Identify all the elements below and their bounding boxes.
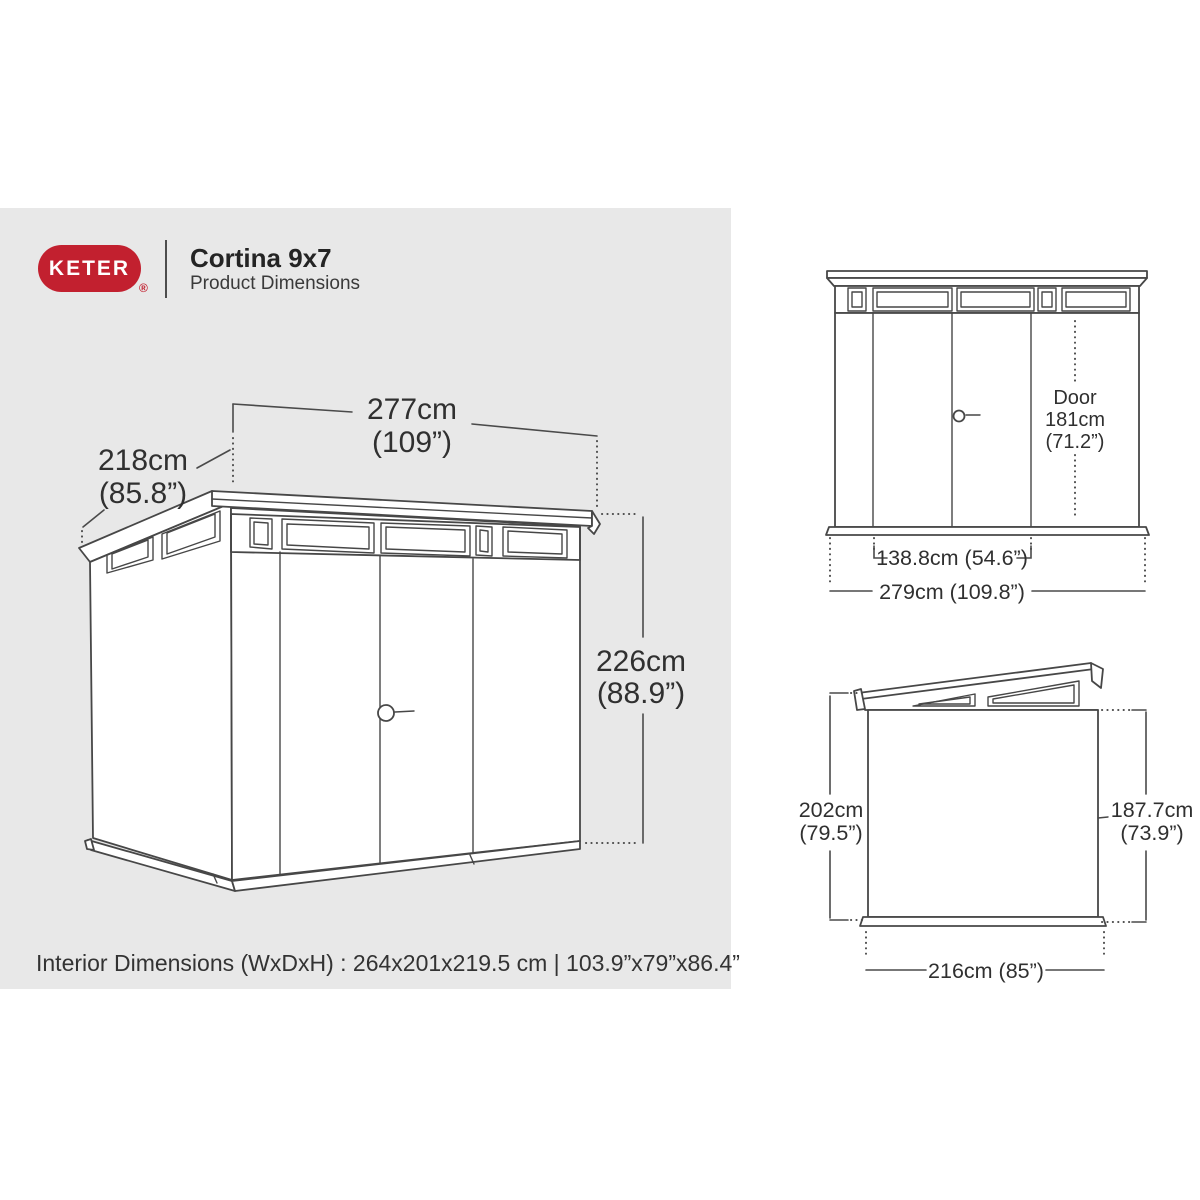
product-subtitle: Product Dimensions [190, 273, 361, 294]
side-body [868, 710, 1098, 917]
door-width-label: 138.8cm (54.6”) [876, 546, 1028, 570]
door-height-cm: 181cm [1044, 409, 1106, 431]
keter-logo-text: KETER [48, 256, 131, 280]
right-height-dimension [1098, 710, 1193, 922]
left-height-cm: 202cm [798, 798, 864, 822]
left-height-dimension [799, 693, 864, 920]
overall-width-label: 279cm (109.8”) [879, 580, 1025, 604]
depth-label-in: (85.8”) [98, 477, 188, 510]
front-elevation-drawing [765, 235, 1200, 635]
height-label-cm: 226cm [595, 645, 687, 678]
base [826, 527, 1149, 535]
door-label: Door [1053, 387, 1097, 409]
cornice-top [827, 271, 1147, 278]
height-dimension [586, 514, 686, 843]
front-wall [231, 508, 580, 880]
clerestory-band [835, 286, 1139, 313]
perspective-drawing [0, 208, 731, 989]
width-label-in: (109”) [371, 426, 453, 459]
height-label-in: (88.9”) [596, 677, 686, 710]
interior-dimensions-text: Interior Dimensions (WxDxH) : 264x201x219.5 cm | 103.9”x79”x86.4” [36, 950, 740, 976]
product-title: Cortina 9x7 [190, 243, 332, 273]
shed-3d [79, 491, 600, 891]
width-dimension [233, 393, 597, 506]
width-label-cm: 277cm [366, 393, 458, 426]
right-height-in: (73.9”) [1120, 821, 1184, 845]
base [860, 917, 1106, 926]
cornice-lip [827, 278, 1147, 286]
front-elevation-shed [826, 271, 1149, 535]
left-height-in: (79.5”) [799, 821, 863, 845]
door-height-in: (71.2”) [1045, 431, 1105, 453]
side-elevation-drawing [775, 640, 1200, 1000]
overall-depth-label: 216cm (85”) [928, 959, 1044, 983]
side-elevation-shed [854, 663, 1106, 926]
overall-depth-dimension [866, 932, 1104, 983]
registered-trademark: ® [139, 281, 148, 295]
right-height-cm: 187.7cm [1110, 798, 1194, 822]
door-width-dimension [874, 538, 1031, 570]
depth-label-cm: 218cm [97, 444, 189, 477]
